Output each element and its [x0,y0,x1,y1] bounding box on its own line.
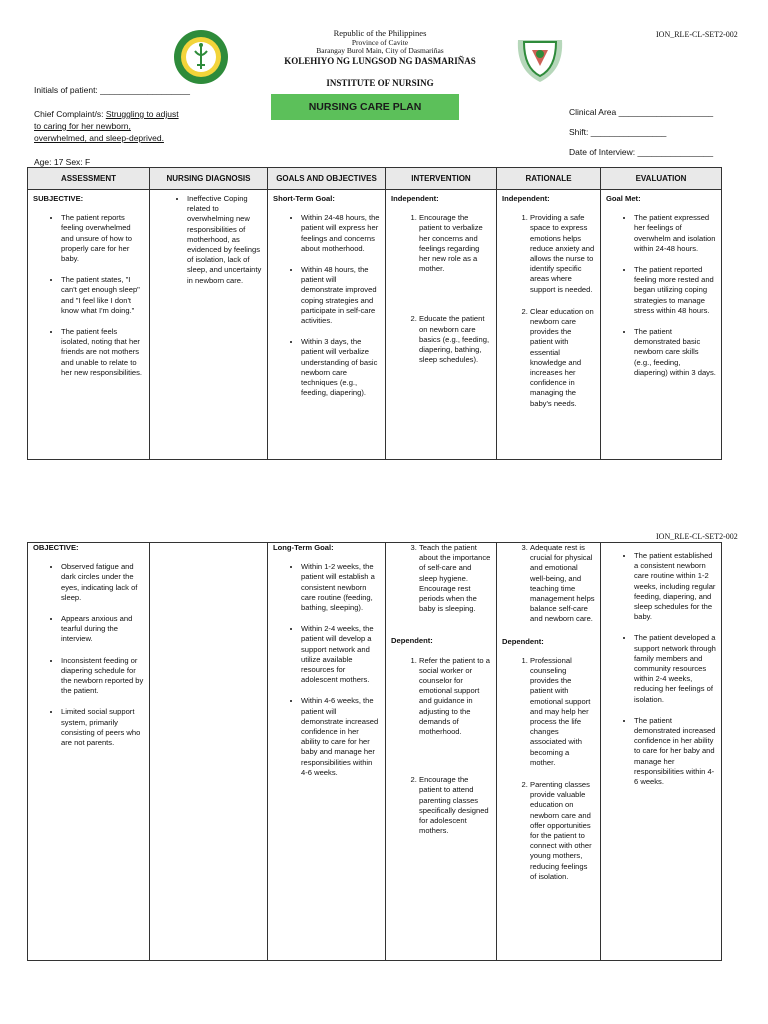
list-item: 2. Encourage the patient to attend parenting classes specifically designed for adolescent mothers. [419,775,491,836]
diagnosis-cell [150,190,267,301]
list-item: • The patient states, "I can't get enough sleep" and "I feel like I don't know what I'm doing." [61,275,144,316]
nursing-care-plan-banner: NURSING CARE PLAN [271,94,459,120]
list-item: • The patient developed a support network through family members and community resources within 2-4 weeks, reducing her feelings of isolation. [634,633,716,704]
clinical-area-field: Clinical Area ____________________ [569,107,714,117]
list-item: 1. Professional counseling provides the patient with emotional support and may help her process the life changes associated with becoming a mother. [530,656,595,768]
list-item: • The patient reported feeling more rested and began utilizing coping strategies to manage stress within 48 hours. [634,265,716,316]
independent-heading: Independent: [391,194,439,203]
col-intervention: INTERVENTION [386,168,497,190]
col-assessment: ASSESSMENT [28,168,150,190]
list-item: • Within 24-48 hours, the patient will express her feelings and concerns about motherhood. [301,213,380,254]
list-item: • Observed fatigue and dark circles under the eyes, indicating lack of sleep. [61,562,144,603]
list-item: 1. Encourage the patient to verbalize her concerns and feelings regarding her new role as a mother. [419,213,491,274]
header-line-barangay: Barangay Burol Main, City of Dasmariñas [316,46,444,55]
list-item: • The patient established a consistent newborn care routine within 1-2 weeks, including regular feeding, diapering, and sleep schedules for the baby. [634,551,716,622]
rationale-cell [497,190,600,425]
list-item: 2. Parenting classes provide valuable education on newborn care and offer opportunities for the patient to connect with other young mothers, reducing feelings of isolation. [530,780,595,882]
header-institute: INSTITUTE OF NURSING [326,78,434,88]
intervention-cell [386,190,496,381]
list-item: • Ineffective Coping related to overwhelming new responsibilities of motherhood, as evidenced by feelings of isolation, lack of sleep, and uncertainty in newborn care. [187,194,262,286]
list-item: • Limited social support system, primarily consisting of peers who are not parents. [61,707,144,748]
chief-complaint-field [34,108,184,144]
list-item: 1. Refer the patient to a social worker or counselor for emotional support and guidance in adjusting to the demands of motherhood. [419,656,491,738]
header-line-republic: Republic of the Philippines [333,28,427,38]
col-diagnosis: NURSING DIAGNOSIS [150,168,268,190]
intervention-cell [386,543,496,852]
goals-cell [268,543,385,793]
list-item: • Within 2-4 weeks, the patient will develop a support network and utilize available resources for adolescent mothers. [301,624,380,685]
shift-field: Shift: ________________ [569,127,667,137]
doc-code: ION_RLE-CL-SET2-002 [656,30,738,39]
header-line-province: Province of Cavite [351,38,409,47]
long-term-goal-heading: Long-Term Goal: [273,543,334,552]
list-item: • The patient demonstrated increased confidence in her ability to care for her baby and manage her responsibilities within 4-6 weeks. [634,716,716,787]
chief-complaint-label: Chief Complaint/s: [34,109,106,119]
chief-complaint-text: Struggling to adjust to caring for her newborn, overwhelmed, and sleep-deprived. [34,109,179,143]
list-item: • The patient reports feeling overwhelmed and unsure of how to properly care for her baby. [61,213,144,264]
list-item: • Inconsistent feeding or diapering schedule for the newborn reported by the patient. [61,656,144,697]
date-interview-field: Date of Interview: ________________ [569,147,714,157]
goal-met-heading: Goal Met: [606,194,641,203]
list-item: • Within 1-2 weeks, the patient will establish a consistent newborn care routine (feeding, bathing, sleeping). [301,562,380,613]
list-item: 3. Teach the patient about the importance of self-care and sleep hygiene. Encourage rest periods when the baby is sleeping. [419,543,491,614]
rationale-cell [497,543,600,898]
care-plan-table-page1 [27,167,722,460]
institute-nursing-logo [512,30,568,86]
list-item: 2. Clear education on newborn care provides the patient with essential knowledge and increases her confidence in managing the baby's needs. [530,307,595,409]
assessment-cell [28,543,149,763]
short-term-goal-heading: Short-Term Goal: [273,194,335,203]
dependent-heading: Dependent: [391,636,433,646]
evaluation-cell [601,543,721,802]
col-rationale: RATIONALE [497,168,601,190]
college-seal-logo [173,29,229,85]
objective-heading: OBJECTIVE: [33,543,79,552]
list-item: 1. Providing a safe space to express emotions helps reduce anxiety and allows the nurse to identify specific areas where support is needed. [530,213,595,295]
list-item: • Appears anxious and tearful during the interview. [61,614,144,645]
doc-code: ION_RLE-CL-SET2-002 [656,532,738,541]
header-school-name: KOLEHIYO NG LUNGSOD NG DASMARIÑAS [284,56,476,66]
list-item: 2. Educate the patient on newborn care basics (e.g., feeding, diapering, bathing, sleep schedules). [419,314,491,365]
list-item: • The patient demonstrated basic newborn care skills (e.g., feeding, diapering) within 3 days. [634,327,716,378]
list-item: • Within 4-6 weeks, the patient will demonstrate increased confidence in her ability to care for her baby and manage her responsibilities within 4-6 weeks. [301,696,380,778]
col-evaluation: EVALUATION [601,168,722,190]
dependent-heading: Dependent: [502,636,544,646]
list-item: • Within 48 hours, the patient will demonstrate improved coping strategies and participate in self-care activities. [301,265,380,326]
diagnosis-cell [150,543,267,551]
age-sex-field: Age: 17 Sex: F [34,157,91,167]
assessment-cell [28,190,149,393]
list-item: • Within 3 days, the patient will verbalize understanding of basic newborn care techniques (e.g., feeding, diapering). [301,337,380,398]
subjective-heading: SUBJECTIVE: [33,194,84,203]
initials-field: Initials of patient: ___________________ [34,85,190,95]
list-item: • The patient expressed her feelings of overwhelm and isolation within 24-48 hours. [634,213,716,254]
list-item: 3. Adequate rest is crucial for physical and emotional well-being, and teaching time management helps balance self-care and newborn care. [530,543,595,625]
care-plan-table-page2 [27,542,722,961]
col-goals: GOALS AND OBJECTIVES [268,168,386,190]
list-item: • The patient feels isolated, noting that her friends are not mothers and unable to relate to her new responsibilities. [61,327,144,378]
evaluation-cell [601,190,721,393]
independent-heading: Independent: [502,194,550,203]
goals-cell [268,190,385,413]
